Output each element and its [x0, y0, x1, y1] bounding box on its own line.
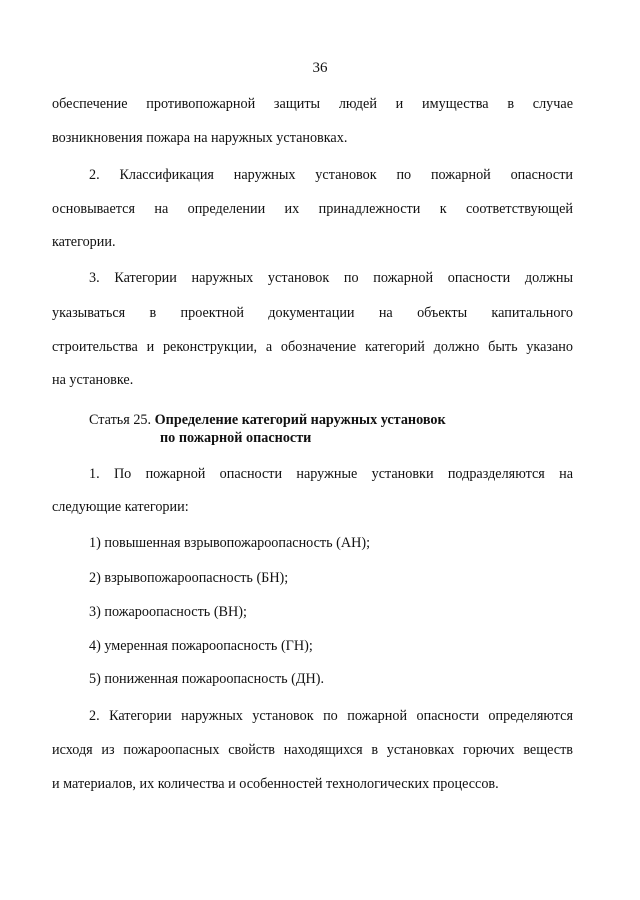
article-p1-line-1: 1. По пожарной опасности наружные установки подразделяются на	[89, 466, 573, 482]
article-p2-line-2: исходя из пожароопасных свойств находящихся в установках горючих веществ	[52, 742, 573, 758]
category-item-dn: 5) пониженная пожароопасность (ДН).	[89, 671, 325, 687]
page-number: 36	[312, 60, 328, 76]
intro-line-2: возникновения пожара на наружных установках.	[52, 130, 348, 146]
intro-line-1: обеспечение противопожарной защиты людей и имущества в случае	[52, 96, 573, 112]
paragraph-3-line-1: 3. Категории наружных установок по пожарной опасности должны	[89, 270, 573, 286]
article-p1-line-2: следующие категории:	[52, 499, 189, 515]
paragraph-3-line-3: строительства и реконструкции, а обозначение категорий должно быть указано	[52, 339, 573, 355]
paragraph-3-line-4: на установке.	[52, 372, 134, 388]
category-item-gn: 4) умеренная пожароопасность (ГН);	[89, 638, 313, 654]
article-p2-line-1: 2. Категории наружных установок по пожарной опасности определяются	[89, 708, 573, 724]
category-item-an: 1) повышенная взрывопожароопасность (АН);	[89, 535, 371, 551]
category-item-vn: 3) пожароопасность (ВН);	[89, 604, 247, 620]
article-label: Статья 25.	[89, 412, 152, 428]
paragraph-2-line-1: 2. Классификация наружных установок по пожарной опасности	[89, 167, 573, 183]
article-heading	[89, 410, 446, 430]
article-title-line-1: Определение категорий наружных установок	[154, 412, 446, 428]
category-item-bn: 2) взрывопожароопасность (БН);	[89, 570, 289, 586]
paragraph-2-line-3: категории.	[52, 234, 116, 250]
article-title-line-2: по пожарной опасности	[160, 430, 312, 446]
paragraph-3-line-2: указываться в проектной документации на объекты капитального	[52, 305, 573, 321]
paragraph-2-line-2: основывается на определении их принадлежности к соответствующей	[52, 201, 573, 217]
article-p2-line-3: и материалов, их количества и особенностей технологических процессов.	[52, 776, 499, 792]
